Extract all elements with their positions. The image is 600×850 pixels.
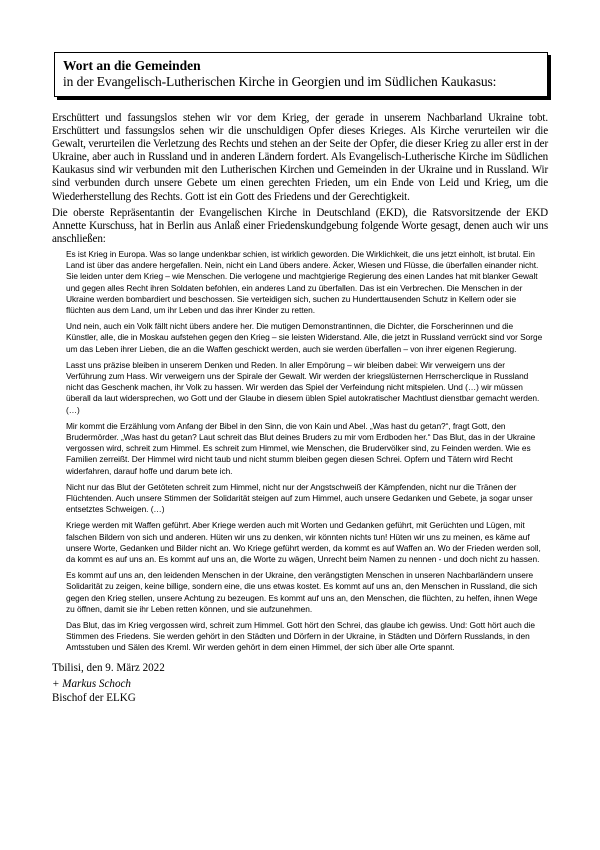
quote-paragraph: Und nein, auch ein Volk fällt nicht übers andere her. Die mutigen Demonstrantinnen, die Dichter, die Forscherinnen und die Künstler, alle, die in Moskau aufstehen gegen den Krieg – sie leisten Widerstand. Alle, die jetzt in Russland verrückt sind vor Sorge um das Leben ihrer Lieben, die an die Waffen geschickt werden, auch sie werden überfallen – von ihrer eigenen Regierung.: [66, 321, 543, 354]
intro-section: [52, 112, 548, 246]
quote-paragraph: Es kommt auf uns an, den leidenden Menschen in der Ukraine, den verängstigten Menschen in unseren Nachbarländern unsere Solidarität zu zeigen, keine billige, sondern eine, die uns etwas kostet. Es kommt auf uns an, den Menschen in Russland, die sich gegen den Krieg stellen, unsere Achtung zu bezeugen. Es kommt auf uns an, den Menschen, die flüchten, zu helfen, ihnen Wege zu öffnen, damit sie ihr Leben retten können, und sie aufzunehmen.: [66, 570, 538, 614]
page-subtitle: in der Evangelisch-Lutherischen Kirche in Georgien und im Südlichen Kaukasus:: [63, 74, 497, 89]
letter-page: [52, 52, 548, 705]
signer-role: Bischof der ELKG: [52, 691, 136, 704]
place-date: Tbilisi, den 9. März 2022: [52, 661, 165, 674]
header-box: [54, 52, 548, 97]
signature: + Markus Schoch: [52, 678, 131, 691]
intro-paragraph: Erschüttert und fassungslos stehen wir vor dem Krieg, der gerade in unserem Nachbarland Ukraine tobt. Erschüttert und fassungslos sehen wir die unschuldigen Opfer dieses Krieges. Als Kirche verurteilen wir die Gewalt, verurteilen die Verletzung des Rechts und stehen an der Seite der Opfer, die dieser Krieg zu aller erst in der Ukraine, aber auch in Russland und in anderen Ländern fordert. Als Evangelisch-Lutherische Kirche im Südlichen Kaukasus sind wir verbunden mit den Lutherischen Kirchen und Gemeinden in der Ukraine und in Russland. Wir sind verbunden durch unsere Gebete um einen gerechten Frieden, um ein Ende von Leid und Krieg, um die Wiederherstellung des Rechts. Gott ist ein Gott des Friedens und der Gerechtigkeit.: [52, 112, 548, 203]
quote-paragraph: Das Blut, das im Krieg vergossen wird, schreit zum Himmel. Gott hört den Schrei, das glaube ich gewiss. Und: Gott hört auch die Stimmen des Friedens. Sie werden gehört in den Städten und Dörfern in der Ukraine, in Städten und Dörfern Russlands, in den Amtsstuben und Sälen des Kreml. Wir werden gehört in dem einen Himmel, der sich über alle Orte spannt.: [66, 620, 535, 653]
quote-paragraph: Es ist Krieg in Europa. Was so lange undenkbar schien, ist wirklich geworden. Die Wirklichkeit, die uns jetzt einholt, ist brutal. Ein Land ist über das andere hergefallen. Nein, nicht ein Land übers andere. Äcker, Wiesen und Flüsse, die überfallen einander nicht. Sie leiden unter dem Krieg – wie Menschen. Die verlogene und machtgierige Regierung des einen Landes hat mit blanker Gewalt und gegen alles Recht ihren Soldaten befohlen, ein anderes Land zu überfallen. Das ist ein Verbrechen. Die Menschen in der Ukraine werden bombardiert und beschossen. Sie verteidigen sich, suchen zu Hunderttausenden Schutz in Kellern oder sie flüchten aus dem Land, um ihr Leben und das ihrer Kinder zu retten.: [66, 248, 539, 315]
quote-paragraph: Mir kommt die Erzählung vom Anfang der Bibel in den Sinn, die von Kain und Abel. „Was hast du getan?“, fragt Gott, den Brudermörder. „Was hast du getan? Laut schreit das Blut deines Bruders zu mir vom Erdboden her.“ Das Blut, das in der Ukraine vergossen wird, schreit zum Himmel. Es schreit zum Himmel, wie Menschen, die Brudervölker sind, zu Feinden werden. Wie es Familien zerreißt. Der Himmel wird nicht taub und nicht stumm bleiben gegen diesen Schrei. Opfern und Tätern wird Recht widerfahren, darauf hoffe und darum bete ich.: [66, 420, 536, 476]
quote-paragraph: Kriege werden mit Waffen geführt. Aber Kriege werden auch mit Worten und Gedanken geführt, mit Gerüchten und Lügen, mit falschen Bildern von sich und anderen. Hüten wir uns zu denken, wir könnten nichts tun! Hüten wir uns zu meinen, es käme auf unsere Worte, Gedanken und Bilder nicht an. Wo Kriege geführt werden, da kommt es auf Waffen an. Wo der Frieden werden soll, da kommt es auf uns an. Es kommt auf uns an, die Worte zu wägen, Unrecht beim Namen zu nennen - und doch nicht zu hassen.: [66, 520, 541, 565]
quote-paragraph: Nicht nur das Blut der Getöteten schreit zum Himmel, nicht nur der Angstschweiß der Kämpfenden, nicht nur die Tränen der Flüchtenden. Auch unsere Stimmen der Solidarität steigen auf zum Himmel, auch unsere Gedanken und Gebete, ja sogar unser entsetztes Schweigen. (…): [66, 481, 533, 515]
closing-block: [52, 662, 548, 706]
quote-paragraph: Lasst uns präzise bleiben in unserem Denken und Reden. In aller Empörung – wir bleiben dabei: Wir verweigern uns der Verführung zum Hass. Wir verweigern uns der Spirale der Gewalt. Wir werden der kriegslüsternen Herrscherclique in Russland nicht das Geschenk machen, ihr Volk zu hassen. Wir werden das Spiel der Verfeindung nicht mitspielen. Und (…) wir müssen überall da laut widersprechen, wo Gott und der Glaube in diesem üblen Spiel autokratischer Machtlust dienstbar gemacht werden. (…): [66, 359, 540, 415]
intro-paragraph: Die oberste Repräsentantin der Evangelischen Kirche in Deutschland (EKD), die Ratsvorsitzende der EKD Annette Kurschuss, hat in Berlin aus Anlaß einer Friedenskundgebung folgende Worte gesagt, denen auch wir uns anschließen:: [52, 206, 548, 245]
quotation-block: [66, 249, 546, 654]
page-title: Wort an die Gemeinden: [63, 58, 201, 73]
